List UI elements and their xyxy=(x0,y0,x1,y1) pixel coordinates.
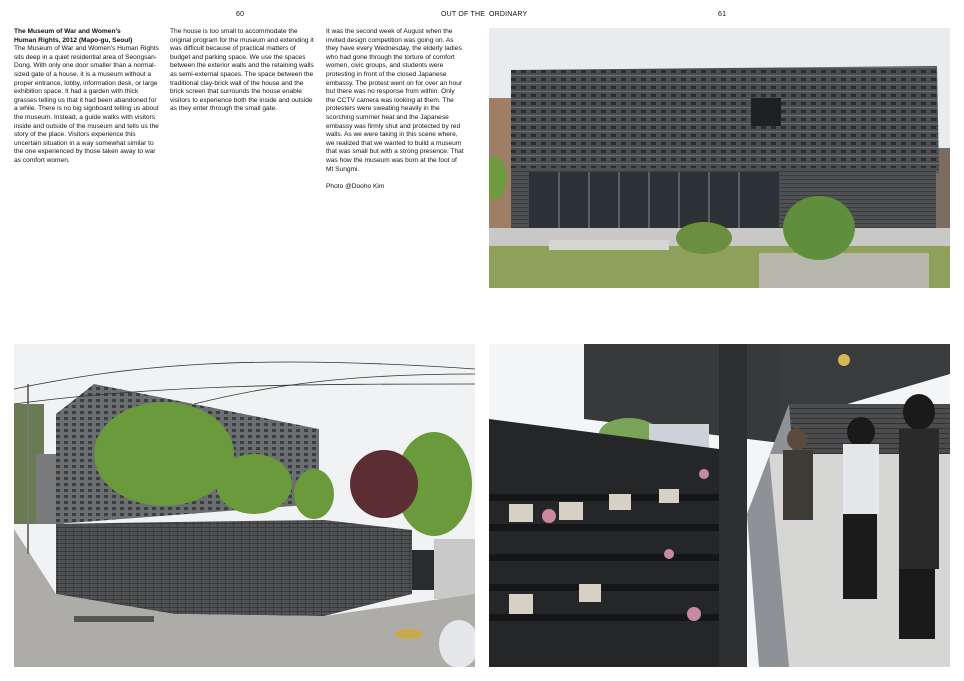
running-head-right: ORDINARY xyxy=(489,11,528,18)
photo-credit: Photo @Dooho Kim xyxy=(326,183,385,191)
page-number-left: 60 xyxy=(236,11,245,18)
article-title-line-2: Human Rights, 2012 (Mapo-gu, Seoul) xyxy=(14,36,133,44)
running-head-left: OUT OF THE xyxy=(441,11,486,18)
street-corner-photo xyxy=(14,344,475,667)
facade-photo xyxy=(489,28,950,288)
article-title-line-1: The Museum of War and Women's xyxy=(14,28,121,35)
body-paragraph-3: It was the second week of August when the invited design competition was going on. As they have every Wednesday, the elderly ladies who had gone through the torture of comfort women, civic groups, and students were protesting in front of the closed Japanese embassy. The protest went on for over an hour but there was no response from within. Only the CCTV camera was looking at them. The protesters were sweating heavily in the scorching summer heat and the Japanese embassy was firmly shut and protected by red walls. As we were taking in this scene where, we realized that we wanted to build a museum that was small but with a strong presence. That was how the museum was born at the foot of Mt Sungmi. xyxy=(326,28,464,173)
text-column-1 xyxy=(14,28,160,166)
body-paragraph-2: The house is too small to accommodate the original program for the museum and extending it was difficult because of practical matters of budget and parking space. We use the spaces between the exterior walls and the retaining walls as semi-external spaces. The space between the traditional clay-brick wall of the house and the brick screen that surrounds the house enable visitors to experience both the inside and outside as they enter through the small gate. xyxy=(170,28,314,113)
text-column-2 xyxy=(170,28,314,114)
text-column-3 xyxy=(326,28,464,192)
body-paragraph-1: The Museum of War and Women's Human Rights sits deep in a quiet residential area of Seongsan-Dong. With only one door smaller than a normal-sized gate of a house, it is a museum without a proper entrance, lobby, information desk, or large exhibition space. It had a garden with thick grasses telling us that it had been abandoned for a while. There is no big signboard telling us about the museum. Instead, a guide walks with visitors inside and outside of the museum and tells us the story of the place. Visitors experience this uncertain situation in a way somewhat similar to the one experienced by those taken away to war as comfort women. xyxy=(14,45,159,164)
interior-corridor-photo xyxy=(489,344,950,667)
page-number-right: 61 xyxy=(718,11,727,18)
